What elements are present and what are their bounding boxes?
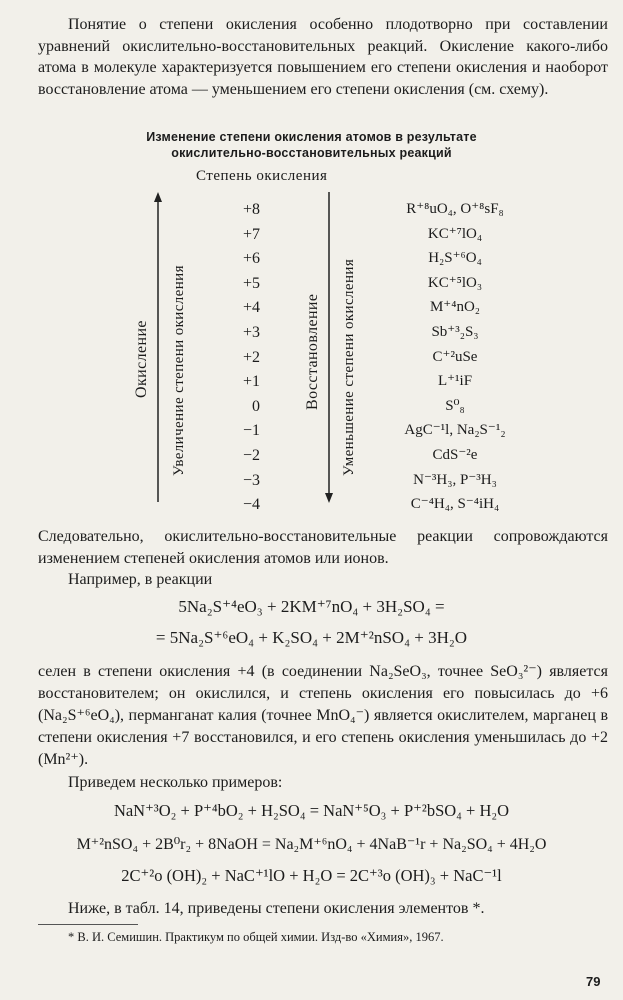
oxidation-arrow-up: [152, 192, 164, 504]
reduction-arrow-down: [323, 192, 335, 504]
compound-item: M⁺⁴nO₂: [429, 299, 481, 316]
equation-4: M⁺²nSO₄ + 2B⁰r₂ + 8NaOH = Na₂M⁺⁶nO₄ + 4NaB⁻¹r + Na₂SO₄ + 4H₂O: [76, 836, 547, 853]
scheme-title-line-1: Изменение степени окисления атомов в результате: [146, 130, 477, 144]
equation-3: NaN⁺³O₂ + P⁺⁴bO₂ + H₂SO₄ = NaN⁺⁵O₃ + P⁺²bSO₄ + H₂O: [113, 801, 510, 820]
compound-item: C⁻⁴H₄, S⁻⁴iH₄: [410, 496, 500, 513]
conclusion-paragraph: Следовательно, окислительно-восстановительные реакции сопровождаются изменением степеней окисления атомов или ионов.: [38, 528, 608, 567]
footnote-rule: [38, 924, 138, 925]
example-intro: Например, в реакции: [68, 571, 213, 588]
intro-paragraph: Понятие о степени окисления особенно плодотворно при составлении уравнений окислительно-восстановительных реакций. Окисление какого-либо атома в молекуле характеризуется повышением его степени окисления и наоборот восстановление атома — уменьшением его степени окисления (см. схему).: [38, 16, 608, 98]
footnote: * В. И. Семишин. Практикум по общей химии. Изд-во «Химия», 1967.: [68, 930, 444, 944]
level-item: +6: [242, 250, 260, 268]
label-increase: Увеличение степени окисления: [171, 265, 187, 476]
level-item: −4: [242, 496, 260, 514]
equation-1: 5Na₂S⁺⁴eO₃ + 2KM⁺⁷nO₄ + 3H₂SO₄ =: [178, 597, 445, 616]
level-item: +7: [242, 225, 260, 243]
table-reference: Ниже, в табл. 14, приведены степени окисления элементов *.: [68, 900, 485, 917]
label-reduction: Восстановление: [304, 293, 321, 410]
scheme-title-line-2: окислительно-восстановительных реакций: [171, 146, 452, 160]
level-item: +1: [242, 373, 260, 391]
scale-header: Степень окисления: [196, 168, 328, 184]
compound-item: KC⁺⁷lO₄: [427, 225, 483, 242]
level-item: +8: [242, 201, 260, 218]
equation-2: = 5Na₂S⁺⁶eO₄ + K₂SO₄ + 2M⁺²nSO₄ + 3H₂O: [155, 628, 468, 647]
examples-intro: Приведем несколько примеров:: [68, 774, 283, 791]
level-item: −3: [242, 471, 260, 489]
oxidation-levels: [212, 198, 272, 518]
page-number: 79: [586, 974, 601, 989]
level-item: −2: [242, 446, 260, 464]
compound-item: H₂S⁺⁶O₄: [428, 250, 482, 267]
explanation-paragraph: селен в степени окисления +4 (в соединении Na₂SeO₃, точнее SeO₃²⁻) является восстановителем; он окислился, и степень окисления его повысилась до +6 (Na₂S⁺⁶eO₄), перманганат калия (точнее MnO₄⁻) является окислителем, марганец в степени окисления +7 восстановился, и его степень окисления уменьшилась до +2 (Mn²⁺).: [38, 663, 608, 768]
compound-item: R⁺⁸uO₄, O⁺⁸sF₈: [406, 201, 504, 217]
label-decrease: Уменьшение степени окисления: [341, 258, 357, 476]
compound-item: KC⁺⁵lO₃: [427, 274, 483, 291]
level-item: +4: [242, 299, 260, 317]
compound-item: S⁰₈: [445, 397, 465, 414]
compound-item: Sb⁺³₂S₃: [431, 323, 479, 340]
compound-item: N⁻³H₃, P⁻³H₃: [413, 471, 497, 488]
equation-5: 2C⁺²o (OH)₂ + NaC⁺¹lO + H₂O = 2C⁺³o (OH)₃ + NaC⁻¹l: [121, 866, 502, 885]
example-compounds: [385, 196, 525, 516]
label-oxidation: Окисление: [133, 320, 150, 398]
level-item: 0: [252, 397, 260, 415]
compound-item: C⁺²uSe: [432, 348, 478, 365]
compound-item: L⁺¹iF: [437, 373, 473, 390]
level-item: +5: [242, 274, 260, 292]
compound-item: CdS⁻²e: [432, 446, 478, 463]
level-item: +3: [242, 323, 260, 341]
level-item: −1: [242, 422, 260, 440]
level-item: +2: [242, 348, 260, 366]
compound-item: AgC⁻¹l, Na₂S⁻¹₂: [404, 422, 506, 439]
